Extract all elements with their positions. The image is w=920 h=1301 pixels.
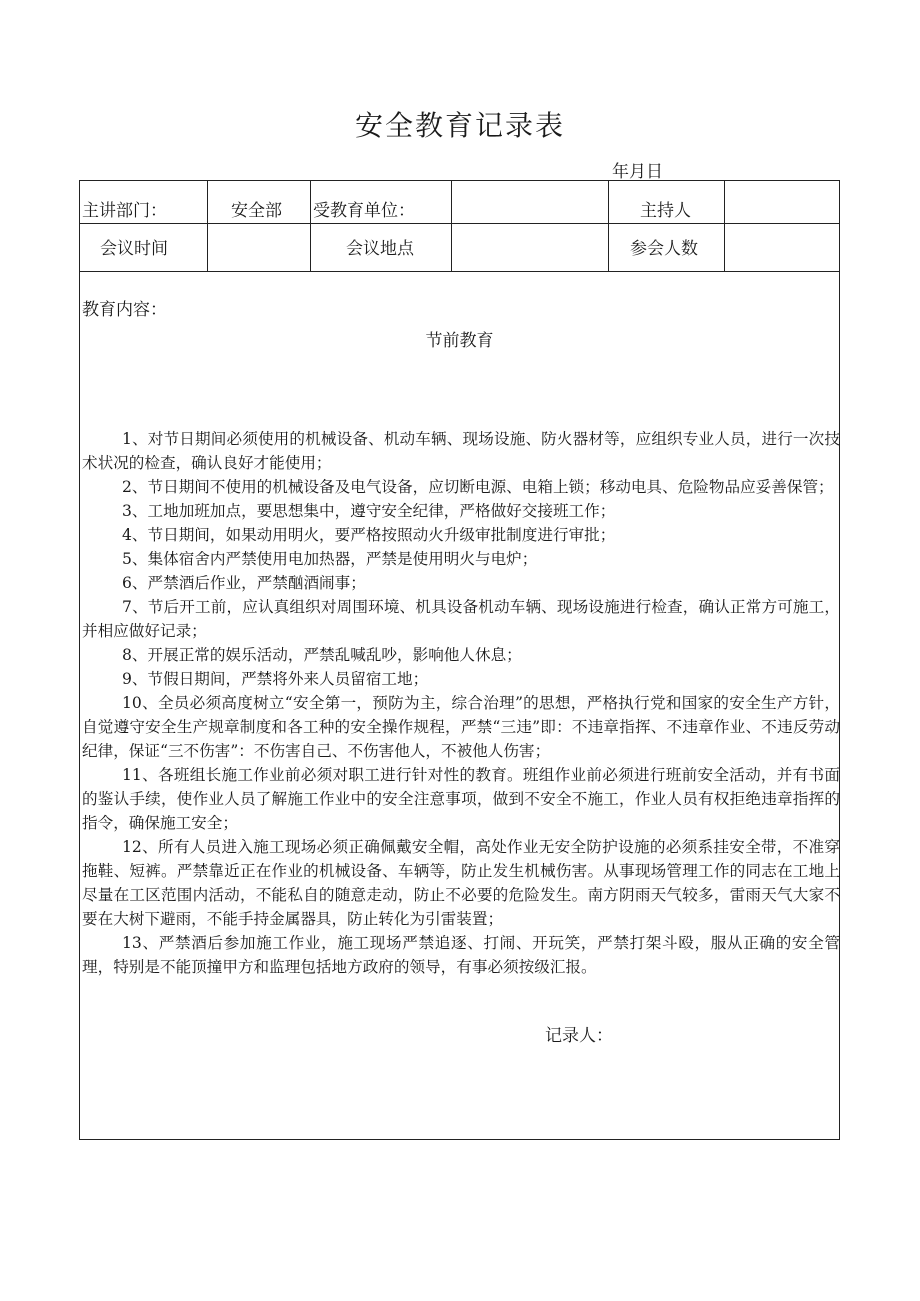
record-form <box>79 180 840 1140</box>
content-subtitle: 节前教育 <box>425 331 494 351</box>
page-title: 安全教育记录表 <box>354 109 565 142</box>
list-item: 4、节日期间，如果动用明火，要严格按照动火升级审批制度进行审批； <box>122 526 616 544</box>
grid-line <box>310 181 311 271</box>
list-item: 6、严禁酒后作业，严禁酗酒闹事； <box>122 574 366 592</box>
list-item: 9、节假日期间，严禁将外来人员留宿工地； <box>122 670 429 688</box>
grid-line <box>724 181 725 271</box>
recorder-label: 记录人： <box>545 1026 613 1046</box>
list-item: 8、开展正常的娱乐活动，严禁乱喊乱吵，影响他人休息； <box>122 646 522 664</box>
grid-line <box>608 181 609 271</box>
list-item: 1、对节日期间必须使用的机械设备、机动车辆、现场设施、防火器材等，应组织专业人员，进行一次技术状况的检查，确认良好才能使用； <box>82 430 840 472</box>
list-item: 10、全员必须高度树立“安全第一，预防为主，综合治理”的思想，严格执行党和国家的安全生产方针，自觉遵守安全生产规章制度和各工种的安全操作规程，严禁“三违”即：不违章指挥、不违章作业、不违反劳动纪律，保证“三不伤害”：不伤害自己、不伤害他人，不被他人伤害； <box>82 694 840 760</box>
list-item: 3、工地加班加点，要思想集中，遵守安全纪律，严格做好交接班工作； <box>122 502 616 520</box>
unit-label: 受教育单位： <box>313 201 415 221</box>
content-items <box>82 427 840 979</box>
grid-line <box>451 181 452 271</box>
host-label: 主持人 <box>640 201 691 221</box>
time-label: 会议时间 <box>100 239 168 259</box>
list-item: 12、所有人员进入施工现场必须正确佩戴安全帽，高处作业无安全防护设施的必须系挂安全带，不准穿拖鞋、短裤。严禁靠近正在作业的机械设备、车辆等，防止发生机械伤害。从事现场管理工作的同志在工地上尽量在工区范围内活动，不能私自的随意走动，防止不必要的危险发生。南方阴雨天气较多，雷雨天气大家不要在大树下避雨，不能手持金属器具，防止转化为引雷装置； <box>82 838 840 928</box>
list-item: 2、节日期间不使用的机械设备及电气设备，应切断电源、电箱上锁；移动电具、危险物品应妥善保管； <box>122 478 834 496</box>
grid-line <box>80 271 839 272</box>
place-label: 会议地点 <box>346 239 414 259</box>
list-item: 7、节后开工前，应认真组织对周围环境、机具设备机动车辆、现场设施进行检查，确认正常方可施工，并相应做好记录； <box>82 598 840 640</box>
grid-line <box>80 223 839 224</box>
dept-value[interactable]: 安全部 <box>231 201 282 221</box>
list-item: 11、各班组长施工作业前必须对职工进行针对性的教育。班组作业前必须进行班前安全活动，并有书面的鉴认手续，使作业人员了解施工作业中的安全注意事项，做到不安全不施工，作业人员有权拒绝违章指挥的指令，确保施工安全； <box>82 766 840 832</box>
list-item: 13、严禁酒后参加施工作业，施工现场严禁追逐、打闹、开玩笑，严禁打架斗殴，服从正确的安全管理，特别是不能顶撞甲方和监理包括地方政府的领导，有事必须按级汇报。 <box>82 934 840 976</box>
dept-label: 主讲部门： <box>82 201 167 221</box>
content-label: 教育内容： <box>82 300 167 320</box>
date-field[interactable]: 年月日 <box>612 162 663 182</box>
list-item: 5、集体宿舍内严禁使用电加热器，严禁是使用明火与电炉； <box>122 550 538 568</box>
count-label: 参会人数 <box>630 239 698 259</box>
grid-line <box>207 181 208 271</box>
